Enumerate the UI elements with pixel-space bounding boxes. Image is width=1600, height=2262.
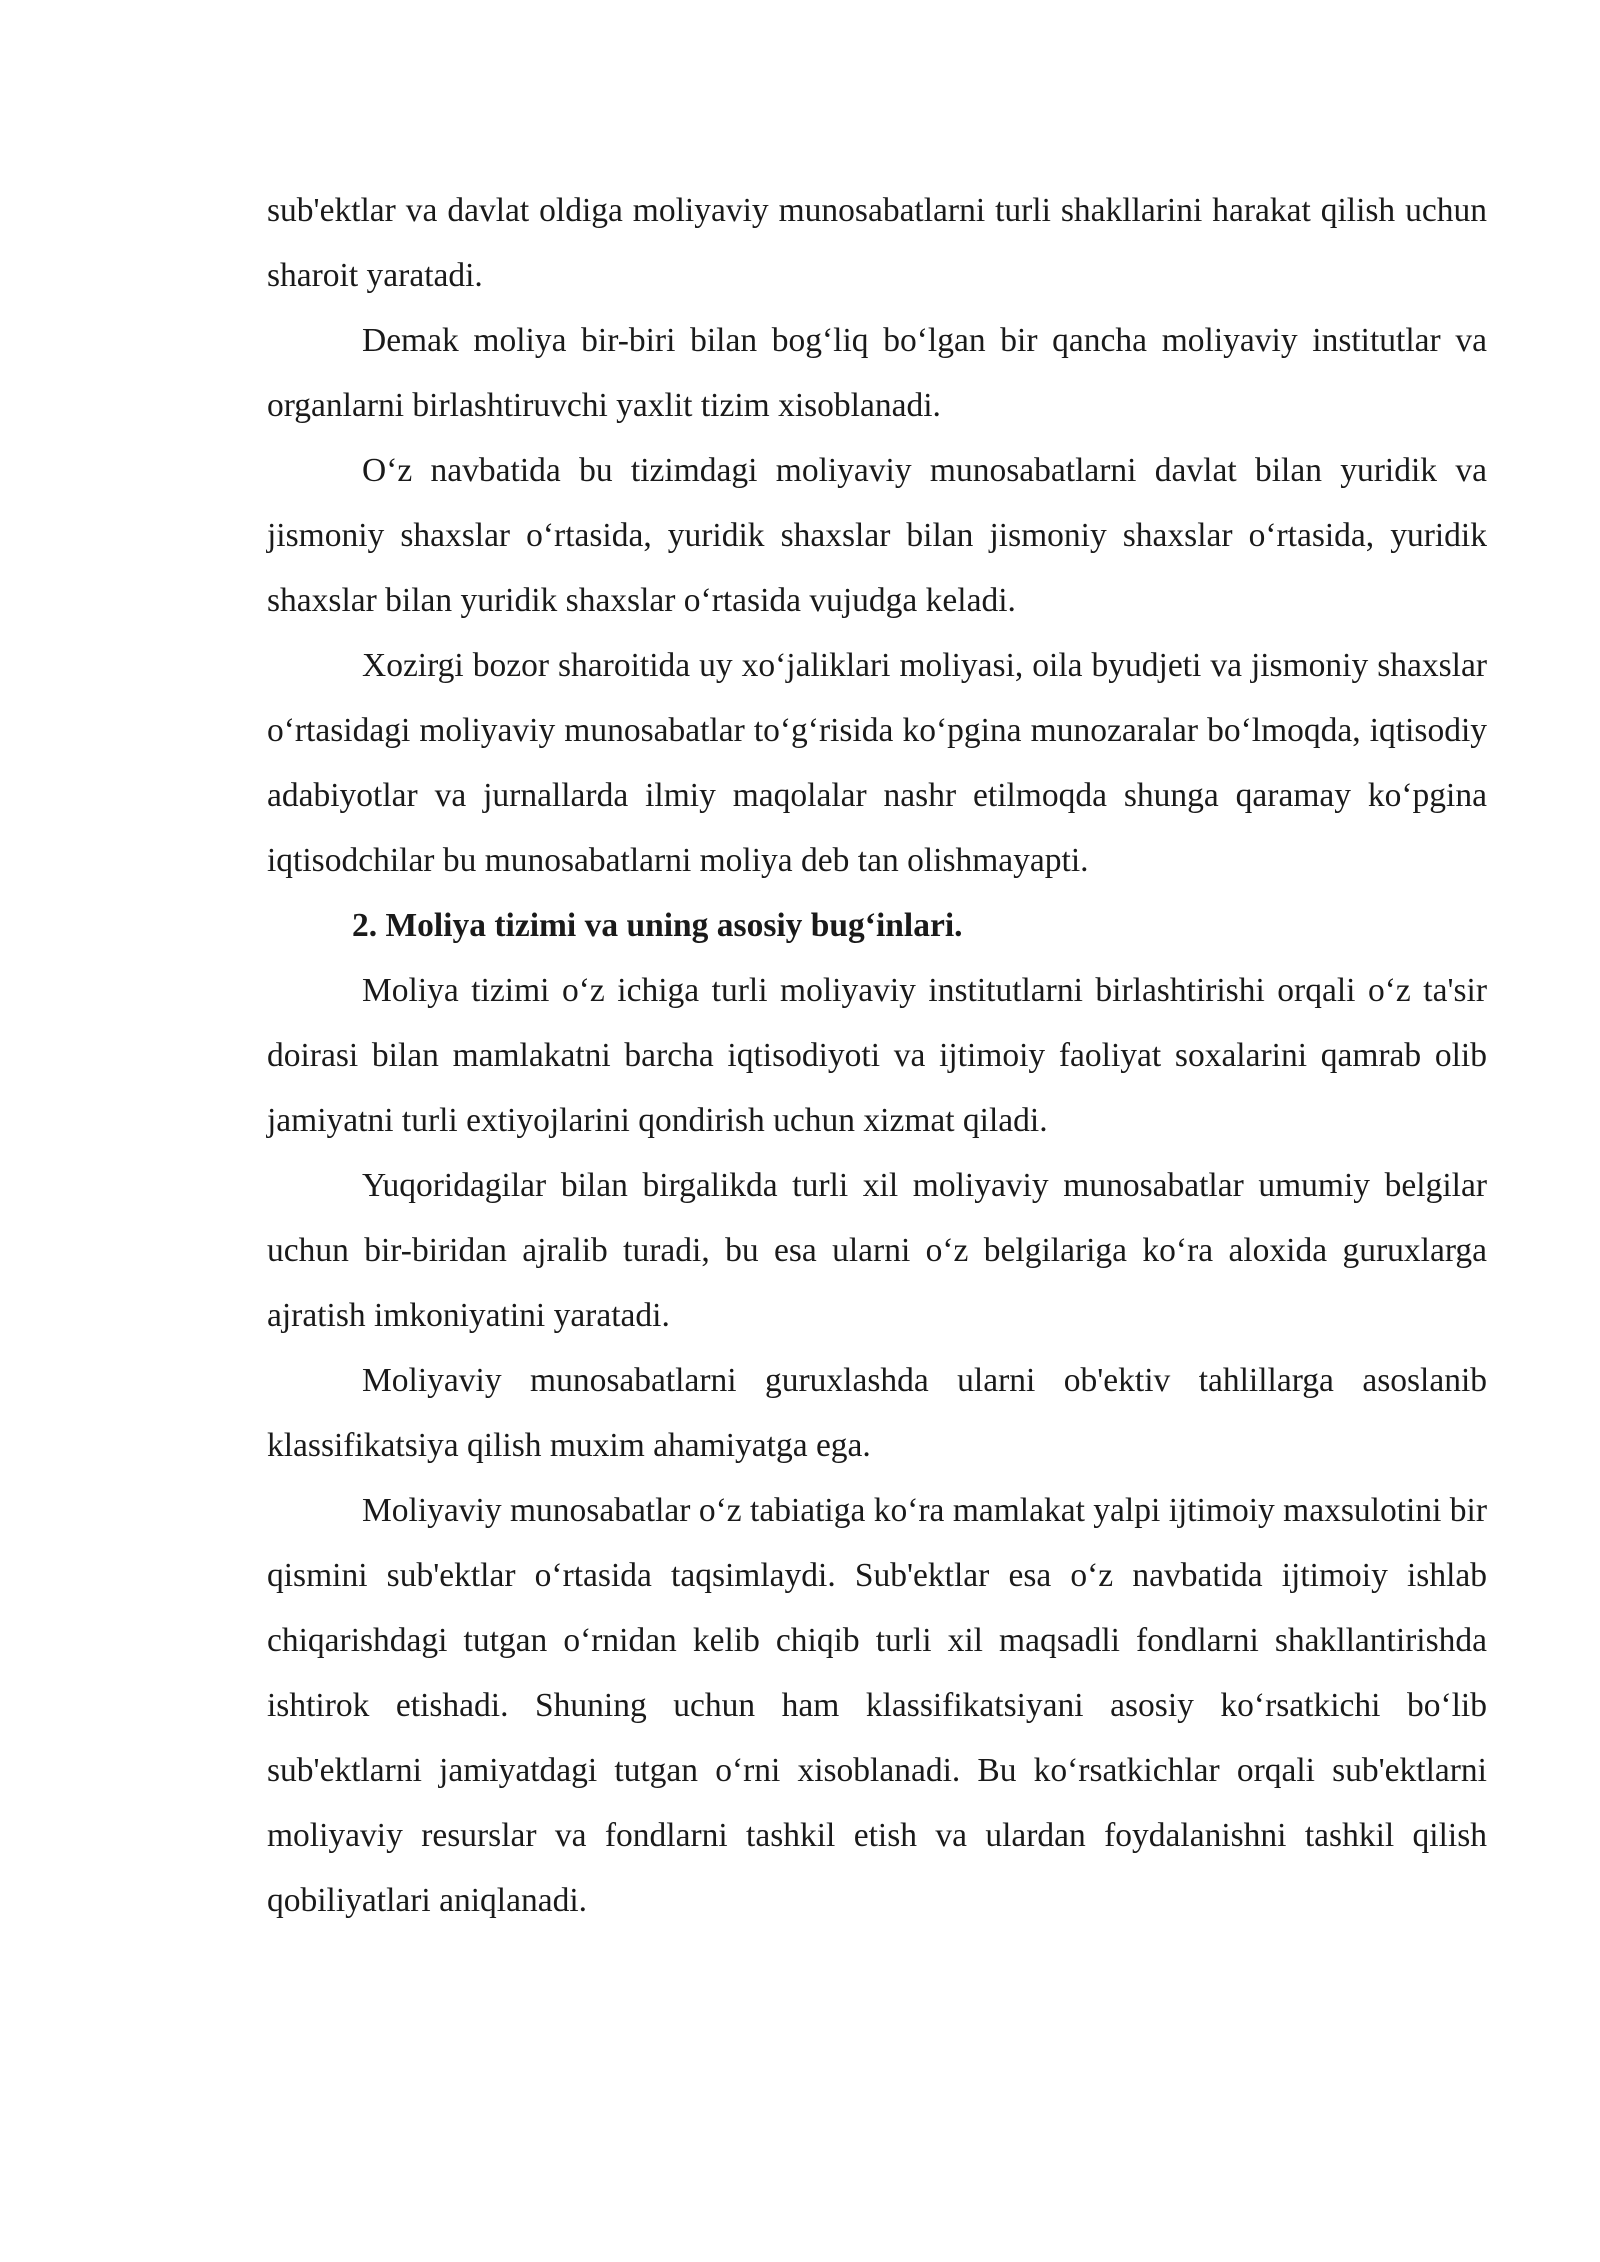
paragraph: Moliyaviy munosabatlar o‘z tabiatiga ko‘ra mamlakat yalpi ijtimoiy maxsulotini bir qismini sub'ektlar o‘rtasida taqsimlaydi. Sub'ektlar esa o‘z navbatida ijtimoiy ishlab chiqarishdagi tutgan o‘rnidan kelib chiqib turli xil maqsadli fondlarni shakllantirishda ishtirok etishadi. Shuning uchun ham klassifikatsiyani asosiy ko‘rsatkichi bo‘lib sub'ektlarni jamiyatdagi tutgan o‘rni xisoblanadi. Bu ko‘rsatkichlar orqali sub'ektlarni moliyaviy resurslar va fondlarni tashkil etish va ulardan foydalanishni tashkil qilish qobiliyatlari aniqlanadi.	[267, 1492, 1487, 1919]
section-heading: 2. Moliya tizimi va uning asosiy bug‘inlari.	[352, 907, 963, 944]
paragraph: Xozirgi bozor sharoitida uy xo‘jaliklari moliyasi, oila byudjeti va jismoniy shaxslar o‘rtasidagi moliyaviy munosabatlar to‘g‘risida ko‘pgina munozaralar bo‘lmoqda, iqtisodiy adabiyotlar va jurnallarda ilmiy maqolalar nashr etilmoqda shunga qaramay ko‘pgina iqtisodchilar bu munosabatlarni moliya deb tan olishmayapti.	[267, 647, 1487, 879]
paragraph: Demak moliya bir-biri bilan bog‘liq bo‘lgan bir qancha moliyaviy institutlar va organlarni birlashtiruvchi yaxlit tizim xisoblanadi.	[267, 322, 1487, 424]
paragraph: Yuqoridagilar bilan birgalikda turli xil moliyaviy munosabatlar umumiy belgilar uchun bir-biridan ajralib turadi, bu esa ularni o‘z belgilariga ko‘ra aloxida guruxlarga ajratish imkoniyatini yaratadi.	[267, 1167, 1487, 1334]
paragraph: Moliyaviy munosabatlarni guruxlashda ularni ob'ektiv tahlillarga asoslanib klassifikatsiya qilish muxim ahamiyatga ega.	[267, 1362, 1487, 1464]
paragraph-continuation: sub'ektlar va davlat oldiga moliyaviy munosabatlarni turli shakllarini harakat qilish uchun sharoit yaratadi.	[267, 192, 1487, 294]
document-body	[267, 178, 1487, 1933]
paragraph: Moliya tizimi o‘z ichiga turli moliyaviy institutlarni birlashtirishi orqali o‘z ta'sir doirasi bilan mamlakatni barcha iqtisodiyoti va ijtimoiy faoliyat soxalarini qamrab olib jamiyatni turli extiyojlarini qondirish uchun xizmat qiladi.	[267, 972, 1487, 1139]
paragraph: O‘z navbatida bu tizimdagi moliyaviy munosabatlarni davlat bilan yuridik va jismoniy shaxslar o‘rtasida, yuridik shaxslar bilan jismoniy shaxslar o‘rtasida, yuridik shaxslar bilan yuridik shaxslar o‘rtasida vujudga keladi.	[267, 452, 1487, 619]
